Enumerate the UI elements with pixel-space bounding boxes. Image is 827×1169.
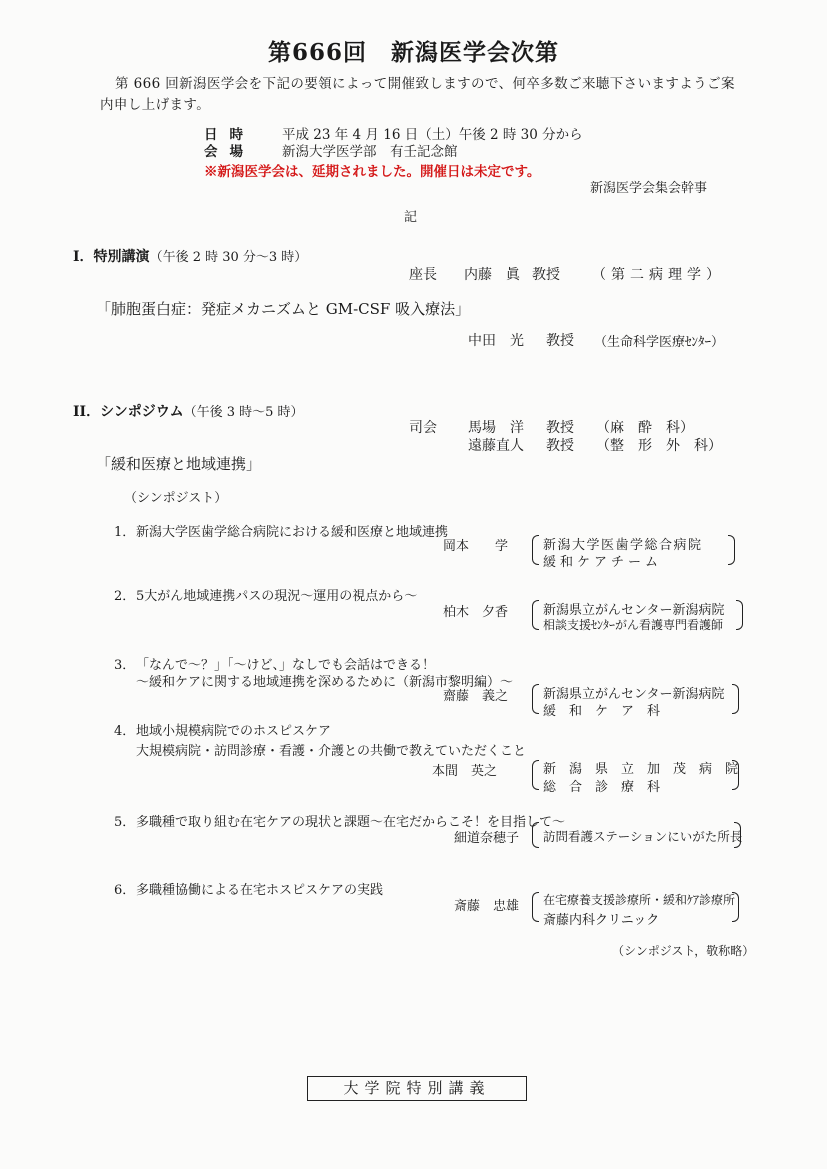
talk-affiliation: 訪問看護ステーションにいがた所長 [543,829,743,844]
mc-role: 司会 [409,420,437,436]
section2-time: （午後 3 時～5 時） [183,405,304,420]
talk-speaker: 斎藤 忠雄 [454,899,520,914]
speaker-title: 教授 [546,333,574,349]
symposium-title: 「緩和医療と地域連携」 [96,455,262,473]
left-bracket [532,684,539,714]
talk-title: 多職種協働による在宅ホスピスケアの実践 [136,883,384,898]
section1-heading-row [73,246,307,266]
section2-heading: II．シンポジウム [73,404,184,420]
right-bracket [736,600,743,630]
talk-affiliation: 在宅療養支援診療所・緩和ｹｱ診療所 [543,893,736,907]
talk-title: 新潟大学医歯学総合病院における緩和医療と地域連携 [136,525,449,540]
right-bracket [734,822,741,848]
date-label: 日時 [204,127,255,143]
speaker-name: 中田 光 [468,333,524,349]
left-bracket [532,892,539,922]
talk-affiliation-sub: 斎藤内科クリニック [543,913,660,928]
mc1-title: 教授 [546,420,574,436]
organizer: 新潟医学会集会幹事 [590,181,708,196]
talk-speaker: 柏木 夕香 [443,605,509,620]
talk-affiliation-sub: 緩 和 ケ ア 科 [543,704,661,719]
talk-number: 1． [114,525,136,540]
talk-title-line2: ～緩和ケアに関する地域連携を深めるために（新潟市黎明編）～ [136,675,514,690]
mc1-affiliation: （麻 酔 科） [596,420,694,436]
talk-affiliation-sub: 総 合 診 療 科 [543,780,661,795]
talk-speaker: 齋藤 義之 [443,689,509,704]
talk-speaker: 本間 英之 [432,764,498,779]
talk-title: 多職種で取り組む在宅ケアの現状と課題～在宅だからこそ！を目指して～ [136,815,566,830]
talk-affiliation: 新潟大学医歯学総合病院 [543,538,703,553]
talk-title-line2: 大規模病院・訪問診療・看護・介護との共働で教えていただくこと [136,744,527,759]
section1-time: （午後 2 時 30 分～3 時） [149,250,308,265]
chair-affiliation: （第二病理学） [592,267,725,283]
talk-title: 5大がん地域連携パスの現況～運用の視点から～ [136,589,418,604]
postponed-notice: ※新潟医学会は、延期されました。開催日は未定です。 [204,164,541,180]
mc2-title: 教授 [546,438,574,454]
chair-title: 教授 [532,267,560,283]
talk-number: 2． [114,589,136,604]
venue-label: 会場 [204,144,255,160]
ki-marker: 記 [404,210,418,225]
date-value: 平成 23 年 4 月 16 日（土）午後 2 時 30 分から [282,127,583,143]
chair-role: 座長 [409,267,437,283]
mc2-affiliation: （整 形 外 科） [596,438,722,454]
talk-affiliation: 新潟県立がんセンター新潟病院 [543,603,725,618]
section2-heading-row [73,401,304,421]
footer-label: 大学院特別講義 [307,1076,527,1101]
footnote: （シンポジスト，敬称略） [612,944,755,958]
talk-number: 6． [114,883,136,898]
lecture-title: 「肺胞蛋白症：発症メカニズムと GM-CSF 吸入療法」 [96,300,471,318]
talk-affiliation-sub: 緩和ケアチーム [543,555,663,570]
right-bracket [728,535,735,565]
page-title: 第666回 新潟医学会次第 [267,39,559,66]
talk-speaker: 細道奈穂子 [454,831,520,846]
venue-value: 新潟大学医学部 有壬記念館 [282,144,458,160]
talk-affiliation: 新 潟 県 立 加 茂 病 院 [543,762,739,777]
talk-affiliation-sub: 相談支援ｾﾝﾀｰがん看護専門看護師 [543,618,724,632]
talk-speaker: 岡本 学 [443,539,509,554]
right-bracket [732,760,739,790]
intro-paragraph: 第 666 回新潟医学会を下記の要領によって開催致しますので、何卒多数ご来聴下さいますようご案内申し上げます。 [100,76,735,113]
talk-number: 4． [114,724,136,739]
mc1-name: 馬場 洋 [468,420,524,436]
talk-affiliation: 新潟県立がんセンター新潟病院 [543,687,725,702]
left-bracket [532,822,539,848]
section1-heading: I．特別講演 [73,249,150,265]
talk-number: 3． [114,658,136,673]
talk-title: 地域小規模病院でのホスピスケア [136,724,332,739]
left-bracket [532,760,539,790]
mc2-name: 遠藤直人 [468,438,524,454]
talk-title: 「なんで～？」「～けど、」なしでも会話はできる！ [136,658,436,673]
chair-name: 内藤 眞 [464,267,520,283]
symposist-label: （シンポジスト） [124,491,228,506]
right-bracket [732,892,739,922]
left-bracket [532,535,539,565]
talk-number: 5． [114,815,136,830]
speaker-affiliation: （生命科学医療ｾﾝﾀｰ） [594,335,725,350]
left-bracket [532,600,539,630]
right-bracket [732,684,739,714]
